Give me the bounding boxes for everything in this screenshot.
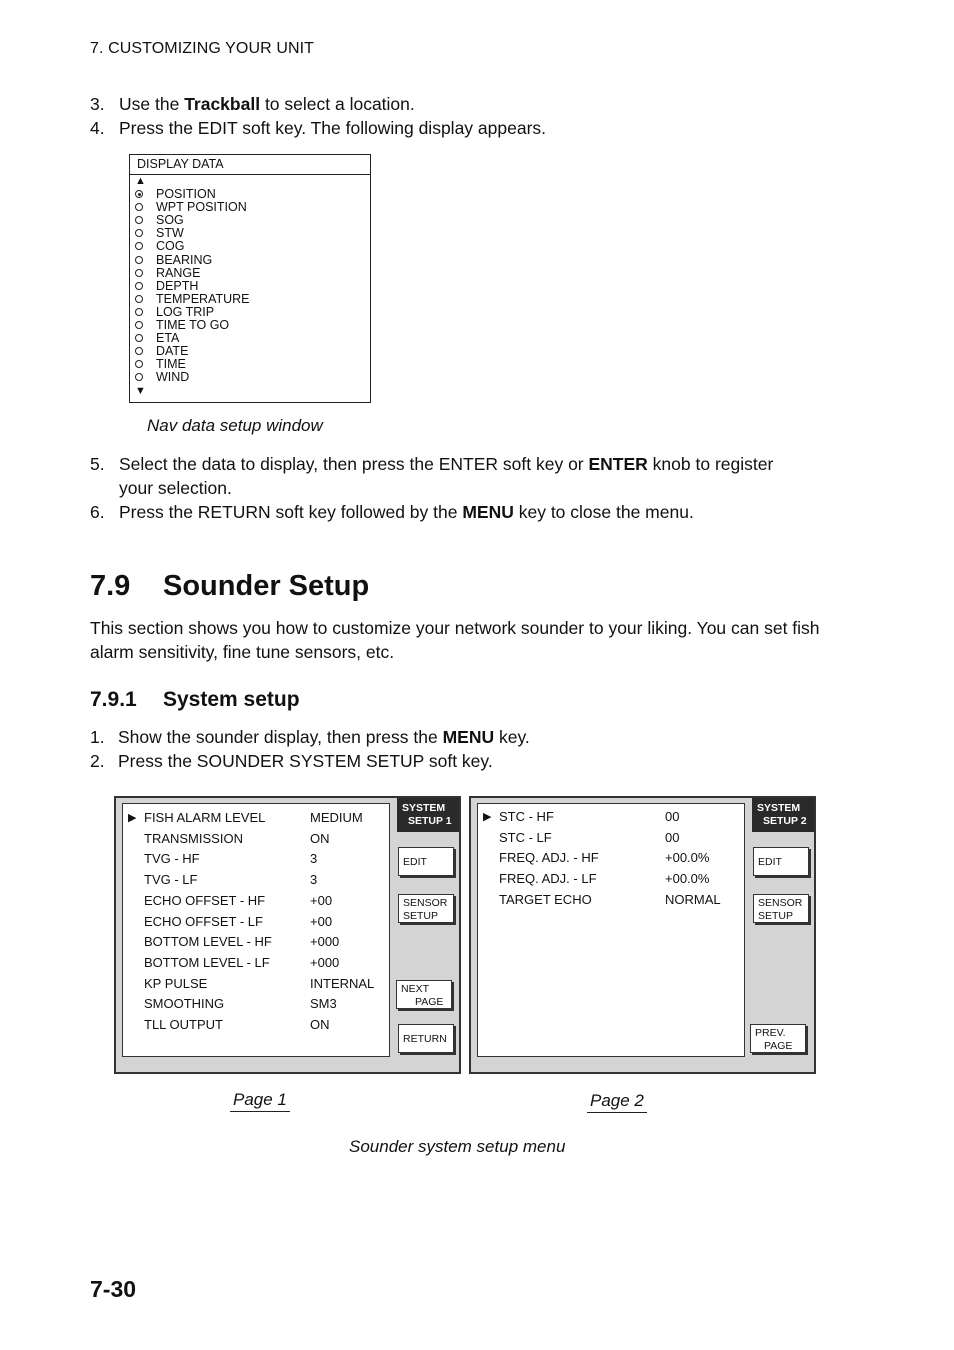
menu-item-value: +00.0% bbox=[665, 871, 710, 887]
page-1-caption: Page 1 bbox=[230, 1090, 290, 1110]
radio-icon[interactable] bbox=[135, 256, 143, 264]
menu-item-name: KP PULSE bbox=[144, 975, 208, 991]
sensor-setup-button-2[interactable]: SENSOR SETUP bbox=[753, 894, 809, 923]
radio-icon[interactable] bbox=[135, 347, 143, 355]
menu-item-name: BOTTOM LEVEL - HF bbox=[144, 934, 272, 950]
menu-item-name: FISH ALARM LEVEL bbox=[144, 810, 266, 825]
option-label: RANGE bbox=[156, 265, 201, 280]
menu-item-value: 3 bbox=[310, 851, 318, 867]
page-2-caption: Page 2 bbox=[587, 1091, 647, 1111]
menu-row[interactable] bbox=[478, 890, 738, 910]
menu-item-value: NORMAL bbox=[665, 891, 721, 907]
system-setup-1-title: SYSTEM SETUP 1 bbox=[397, 798, 459, 832]
menu-item-name: TRANSMISSION bbox=[144, 830, 243, 846]
option-label: TEMPERATURE bbox=[156, 291, 250, 306]
figure-caption: Sounder system setup menu bbox=[349, 1137, 566, 1156]
next-page-button[interactable]: NEXT PAGE bbox=[396, 980, 452, 1009]
menu-row[interactable] bbox=[478, 828, 738, 848]
option-label: WIND bbox=[156, 370, 190, 385]
nav-data-caption: Nav data setup window bbox=[147, 416, 323, 435]
option-label: STW bbox=[156, 226, 184, 241]
option-label: TIME TO GO bbox=[156, 318, 230, 332]
radio-icon[interactable] bbox=[135, 334, 143, 342]
menu-item-name: TARGET ECHO bbox=[499, 891, 592, 907]
menu-item-name: STC - LF bbox=[499, 829, 552, 845]
radio-icon[interactable] bbox=[135, 216, 143, 224]
radio-icon[interactable] bbox=[135, 321, 143, 329]
menu-item-value: SM3 bbox=[310, 996, 337, 1012]
menu-row[interactable] bbox=[123, 870, 383, 890]
menu-screen-1 bbox=[122, 803, 390, 1057]
menu-item-value: +00 bbox=[310, 913, 333, 929]
menu-row[interactable] bbox=[478, 869, 738, 889]
menu-item-name: STC - HF bbox=[499, 809, 554, 824]
option-label: BEARING bbox=[156, 252, 213, 267]
sounder-setup-page-2 bbox=[469, 796, 816, 1074]
return-button[interactable]: RETURN bbox=[398, 1024, 454, 1053]
menu-item-name: TLL OUTPUT bbox=[144, 1017, 223, 1032]
radio-selected-icon[interactable] bbox=[135, 190, 143, 198]
radio-icon[interactable] bbox=[135, 295, 143, 303]
menu-row[interactable] bbox=[123, 891, 383, 911]
radio-icon[interactable] bbox=[135, 203, 143, 211]
menu-item-name: FREQ. ADJ. - HF bbox=[499, 850, 599, 866]
menu-item-name: BOTTOM LEVEL - LF bbox=[144, 954, 270, 970]
menu-item-value: MEDIUM bbox=[310, 810, 363, 825]
running-header: 7. CUSTOMIZING YOUR UNIT bbox=[90, 40, 315, 57]
menu-item-name: ECHO OFFSET - LF bbox=[144, 913, 263, 929]
menu-row[interactable] bbox=[123, 994, 383, 1014]
option-label: DATE bbox=[156, 344, 189, 359]
radio-icon[interactable] bbox=[135, 360, 143, 368]
menu-row[interactable] bbox=[123, 808, 383, 828]
menu-row[interactable] bbox=[123, 1015, 383, 1035]
scroll-up-icon[interactable]: ▲ bbox=[135, 175, 146, 187]
scroll-down-icon[interactable]: ▼ bbox=[135, 385, 146, 397]
menu-row[interactable] bbox=[123, 974, 383, 994]
menu-item-value: +00 bbox=[310, 892, 333, 908]
menu-item-value: +000 bbox=[310, 954, 340, 970]
display-data-title: DISPLAY DATA bbox=[137, 157, 224, 171]
radio-icon[interactable] bbox=[135, 242, 143, 250]
menu-item-value: 3 bbox=[310, 872, 318, 888]
menu-item-value: +000 bbox=[310, 934, 340, 950]
menu-item-name: ECHO OFFSET - HF bbox=[144, 892, 266, 908]
option-label: DEPTH bbox=[156, 278, 199, 293]
menu-item-value: 00 bbox=[665, 829, 680, 845]
menu-row[interactable] bbox=[478, 807, 738, 827]
option-label: POSITION bbox=[156, 187, 216, 201]
menu-item-name: SMOOTHING bbox=[144, 996, 225, 1012]
option-label: TIME bbox=[156, 357, 186, 372]
menu-item-value: 00 bbox=[665, 809, 680, 824]
menu-item-name: TVG - LF bbox=[144, 872, 198, 888]
sounder-setup-page-1 bbox=[114, 796, 461, 1074]
section-heading: 7.9 Sounder Setup bbox=[90, 570, 370, 602]
radio-icon[interactable] bbox=[135, 308, 143, 316]
menu-row[interactable] bbox=[123, 912, 383, 932]
option-label: ETA bbox=[156, 331, 180, 346]
menu-item-value: INTERNAL bbox=[310, 975, 375, 991]
menu-item-name: TVG - HF bbox=[144, 851, 200, 867]
option-label: COG bbox=[156, 239, 185, 254]
radio-icon[interactable] bbox=[135, 282, 143, 290]
menu-item-value: ON bbox=[310, 830, 330, 846]
prev-page-button[interactable]: PREV. PAGE bbox=[750, 1024, 806, 1053]
menu-item-name: FREQ. ADJ. - LF bbox=[499, 871, 597, 887]
cursor-icon: ▶ bbox=[128, 812, 137, 824]
section-intro: This section shows you how to customize your network sounder to your liking. You can set fish alarm sensitivity, fine tune sensors, etc. bbox=[90, 618, 820, 662]
radio-icon[interactable] bbox=[135, 373, 143, 381]
menu-item-value: ON bbox=[310, 1017, 330, 1032]
option-label: WPT POSITION bbox=[156, 200, 247, 215]
cursor-icon: ▶ bbox=[483, 811, 492, 823]
option-label: LOG TRIP bbox=[156, 304, 215, 319]
edit-button[interactable]: EDIT bbox=[398, 847, 454, 876]
menu-row[interactable] bbox=[123, 932, 383, 952]
menu-row[interactable] bbox=[123, 829, 383, 849]
sensor-setup-button[interactable]: SENSOR SETUP bbox=[398, 894, 454, 923]
edit-button-2[interactable]: EDIT bbox=[753, 847, 809, 876]
menu-screen-2 bbox=[477, 803, 745, 1057]
radio-icon[interactable] bbox=[135, 229, 143, 237]
subsection-heading: 7.9.1 System setup bbox=[90, 688, 300, 711]
menu-row[interactable] bbox=[123, 953, 383, 973]
option-label: SOG bbox=[156, 213, 184, 228]
display-data-window bbox=[129, 154, 371, 403]
radio-icon[interactable] bbox=[135, 269, 143, 277]
page-number: 7-30 bbox=[90, 1276, 137, 1302]
menu-row[interactable] bbox=[123, 849, 383, 869]
system-setup-2-title: SYSTEM SETUP 2 bbox=[752, 798, 814, 832]
menu-row[interactable] bbox=[478, 848, 738, 868]
menu-item-value: +00.0% bbox=[665, 850, 710, 866]
divider bbox=[130, 174, 370, 175]
